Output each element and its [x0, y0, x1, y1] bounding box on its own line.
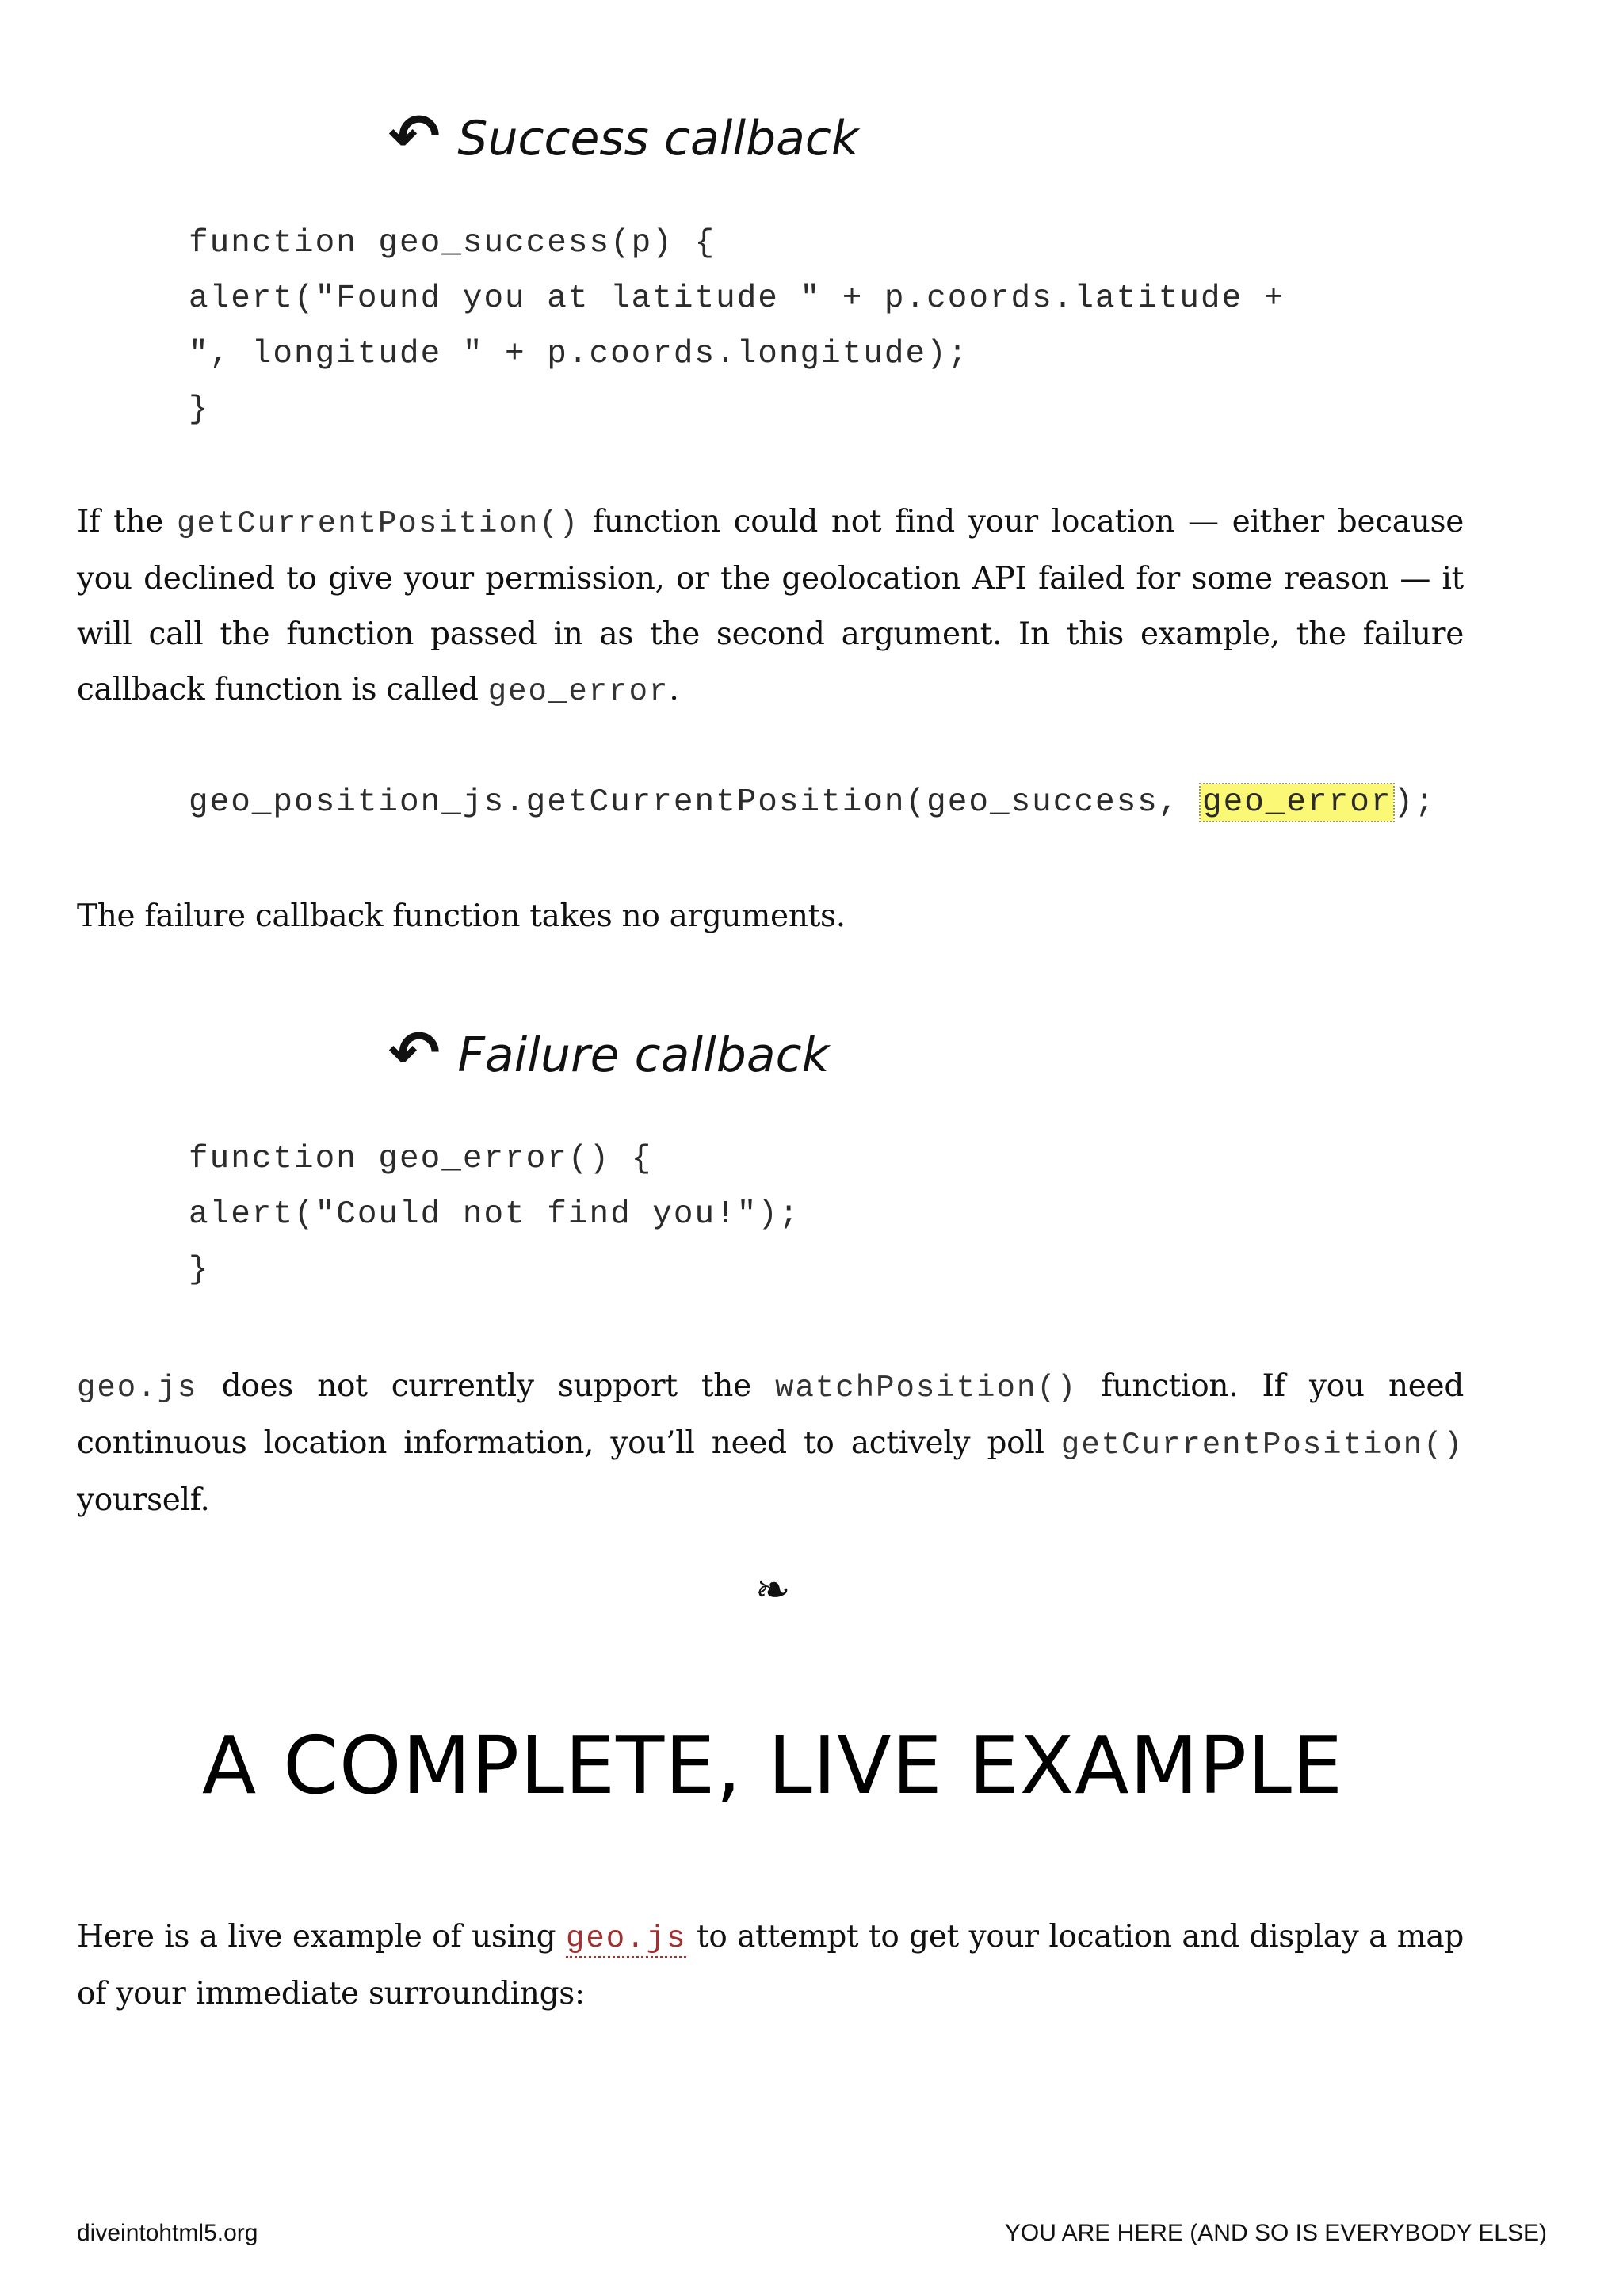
callout-text: Failure callback — [457, 1028, 830, 1083]
code-line: ", longitude " + p.coords.longitude); — [189, 336, 969, 372]
code-block-success — [189, 215, 1285, 437]
code-line: } — [189, 391, 210, 428]
code-line: function geo_error() { — [189, 1141, 653, 1177]
paragraph-watch-position — [77, 1359, 1464, 1528]
inline-code: geo_error — [487, 674, 670, 709]
text: does not currently support the — [197, 1368, 776, 1404]
paragraph-live-example — [77, 1909, 1464, 2022]
code-line: } — [189, 1252, 210, 1288]
success-callback-label — [388, 101, 859, 173]
failure-callback-label — [388, 1018, 829, 1089]
code-text: geo_position_js.getCurrentPosition(geo_success, — [189, 784, 1201, 821]
text: function. If you need continuous location information, you’ll need to actively poll — [77, 1368, 1464, 1461]
inline-code: getCurrentPosition() — [176, 506, 580, 541]
text: . — [669, 672, 679, 707]
code-line: function geo_success(p) { — [189, 225, 716, 261]
curved-arrow-icon: ↶ — [388, 1018, 441, 1089]
code-line: alert("Found you at latitude " + p.coords.latitude + — [189, 280, 1285, 317]
highlighted-argument: geo_error — [1202, 784, 1392, 821]
section-heading: A COMPLETE, LIVE EXAMPLE — [201, 1719, 1344, 1812]
inline-code: watchPosition() — [775, 1371, 1078, 1405]
code-block-call — [189, 775, 1436, 830]
paragraph-no-arguments: The failure callback function takes no arguments. — [77, 898, 846, 934]
code-text: ); — [1393, 784, 1436, 821]
code-line: alert("Could not find you!"); — [189, 1196, 800, 1233]
code-block-failure — [189, 1131, 800, 1298]
inline-code: getCurrentPosition() — [1060, 1428, 1464, 1463]
text: function could not find your location — either because you declined to give your permission, or the geolocation API failed for some reason — it will call the function passed in as the second argument. In this example, the failure callback function is called — [77, 504, 1465, 707]
fleuron-divider-icon: ❧ — [754, 1565, 791, 1615]
text: If the — [77, 504, 177, 540]
footer-site-name: diveintohtml5.org — [77, 2220, 258, 2246]
text: to attempt to get your location and display a map of your immediate surroundings: — [77, 1919, 1464, 2012]
footer-chapter-title: YOU ARE HERE (AND SO IS EVERYBODY ELSE) — [1004, 2220, 1547, 2246]
curved-arrow-icon: ↶ — [388, 101, 441, 173]
text: yourself. — [77, 1482, 210, 1518]
inline-code: geo.js — [77, 1371, 198, 1405]
paragraph-failure-explanation — [77, 494, 1464, 719]
geo-js-link[interactable]: geo.js — [566, 1921, 686, 1958]
callout-text: Success callback — [457, 111, 859, 166]
text: Here is a live example of using — [77, 1919, 566, 1955]
